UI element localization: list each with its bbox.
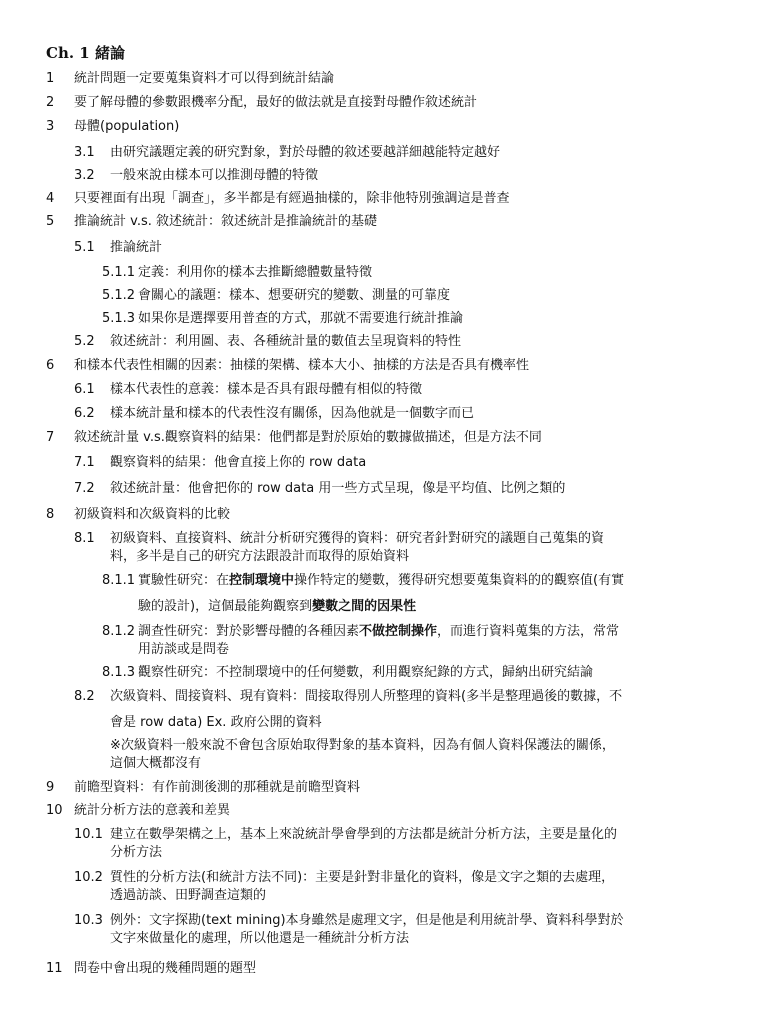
item-text: 前瞻型資料：有作前測後測的那種就是前瞻型資料	[74, 780, 361, 795]
item-text: 樣本統計量和樣本的代表性沒有關係，因為他就是一個數字而已	[110, 406, 475, 421]
item-number: 8.2	[74, 689, 95, 704]
item-number: 4	[46, 191, 55, 206]
item-number: 6.1	[74, 382, 95, 397]
item-text: 要了解母體的參數跟機率分配，最好的做法就是直接對母體作敘述統計	[74, 95, 478, 110]
item-text: 樣本代表性的意義：樣本是否具有跟母體有相似的特徵	[110, 382, 423, 397]
item-text-line2: 料，多半是自己的研究方法跟設計而取得的原始資料	[110, 549, 410, 564]
item-text: 一般來說由樣本可以推測母體的特徵	[110, 168, 319, 183]
text-segment: 操作特定的變數，獲得研究想要蒐集資料的的觀察值(有實	[294, 573, 625, 588]
item-text: 敘述統計：利用圖、表、各種統計量的數值去呈現資料的特性	[110, 334, 462, 349]
item-text-line2: 分析方法	[110, 845, 163, 860]
text-segment: 實驗性研究：在	[138, 573, 230, 588]
item-number: 8.1.3	[102, 665, 136, 680]
bold-emphasis: 變數之間的因果性	[312, 599, 417, 614]
item-number: 3	[46, 119, 55, 134]
item-number: 1	[46, 71, 55, 86]
item-text: 推論統計 v.s. 敘述統計：敘述統計是推論統計的基礎	[74, 214, 377, 229]
item-number: 10	[46, 803, 63, 818]
item-number: 11	[46, 961, 63, 976]
item-text: 定義：利用你的樣本去推斷總體數量特徵	[138, 265, 373, 280]
item-number: 5.1.2	[102, 288, 136, 303]
item-text: 統計分析方法的意義和差異	[74, 803, 231, 818]
item-number: 5	[46, 214, 55, 229]
item-number: 8	[46, 507, 55, 522]
item-text-line2: 會是 row data) Ex. 政府公開的資料	[110, 715, 322, 730]
item-text: 觀察性研究：不控制環境中的任何變數，利用觀察紀錄的方式，歸納出研究結論	[138, 665, 594, 680]
item-text-line1: 初級資料、直接資料、統計分析研究獲得的資料：研究者針對研究的議題自己蒐集的資	[110, 531, 605, 546]
item-text-line2: 用訪談或是問卷	[138, 642, 230, 657]
chapter-title: Ch. 1 緒論	[46, 44, 125, 62]
item-note-line2: 這個大概都沒有	[110, 756, 202, 771]
text-segment: 調查性研究：對於影響母體的各種因素	[138, 624, 360, 639]
item-text-line1	[138, 623, 619, 641]
item-text: 推論統計	[110, 240, 163, 255]
item-text: 敘述統計量：他會把你的 row data 用一些方式呈現，像是平均值、比例之類的	[110, 481, 566, 496]
item-number: 8.1	[74, 531, 95, 546]
item-text-line1: 次級資料、間接資料、現有資料：間接取得別人所整理的資料(多半是整理過後的數據，不	[110, 689, 623, 704]
item-text-line1: 質性的分析方法(和統計方法不同)：主要是針對非量化的資料，像是文字之類的去處理，	[110, 870, 615, 885]
item-text: 母體(population)	[74, 119, 180, 134]
item-text-line1: 建立在數學架構之上，基本上來說統計學會學到的方法都是統計分析方法，主要是量化的	[110, 827, 618, 842]
item-text-line2: 文字來做量化的處理，所以他還是一種統計分析方法	[110, 931, 410, 946]
item-note-line1: ※次級資料一般來說不會包含原始取得對象的基本資料，因為有個人資料保護法的關係，	[110, 738, 615, 753]
bold-emphasis: 不做控制操作	[359, 624, 438, 639]
item-text-line2	[138, 598, 416, 616]
item-number: 10.2	[74, 870, 103, 885]
text-segment: ，而進行資料蒐集的方法，常常	[437, 624, 620, 639]
text-segment: 驗的設計)，這個最能夠觀察到	[138, 599, 313, 614]
item-number: 5.1.3	[102, 311, 136, 326]
item-text: 由研究議題定義的研究對象，對於母體的敘述要越詳細越能特定越好	[110, 145, 501, 160]
item-text: 統計問題一定要蒐集資料才可以得到統計結論	[74, 71, 335, 86]
item-number: 5.2	[74, 334, 95, 349]
item-number: 6.2	[74, 406, 95, 421]
item-text: 只要裡面有出現「調查」，多半都是有經過抽樣的，除非他特別強調這是普查	[74, 191, 510, 206]
item-number: 2	[46, 95, 55, 110]
item-number: 5.1.1	[102, 265, 136, 280]
item-text: 和樣本代表性相關的因素：抽樣的架構、樣本大小、抽樣的方法是否具有機率性	[74, 358, 530, 373]
item-text-line1: 例外：文字探勘(text mining)本身雖然是處理文字，但是他是利用統計學、資料科學對於	[110, 913, 624, 928]
item-number: 3.1	[74, 145, 95, 160]
item-text: 會關心的議題：樣本、想要研究的變數、測量的可靠度	[138, 288, 451, 303]
item-number: 8.1.1	[102, 573, 136, 588]
item-number: 8.1.2	[102, 624, 136, 639]
item-text: 問卷中會出現的幾種問題的題型	[74, 961, 257, 976]
item-number: 7.2	[74, 481, 95, 496]
item-number: 10.3	[74, 913, 103, 928]
item-number: 5.1	[74, 240, 95, 255]
bold-emphasis: 控制環境中	[229, 573, 295, 588]
item-number: 7	[46, 430, 55, 445]
item-text: 觀察資料的結果：他會直接上你的 row data	[110, 455, 367, 470]
item-text: 初級資料和次級資料的比較	[74, 507, 231, 522]
item-text: 敘述統計量 v.s.觀察資料的結果：他們都是對於原始的數據做描述，但是方法不同	[74, 430, 542, 445]
item-text-line2: 透過訪談、田野調查這類的	[110, 888, 267, 903]
item-number: 3.2	[74, 168, 95, 183]
item-text-line1	[138, 572, 624, 590]
item-text: 如果你是選擇要用普查的方式，那就不需要進行統計推論	[138, 311, 464, 326]
item-number: 9	[46, 780, 55, 795]
item-number: 7.1	[74, 455, 95, 470]
item-number: 6	[46, 358, 55, 373]
item-number: 10.1	[74, 827, 103, 842]
